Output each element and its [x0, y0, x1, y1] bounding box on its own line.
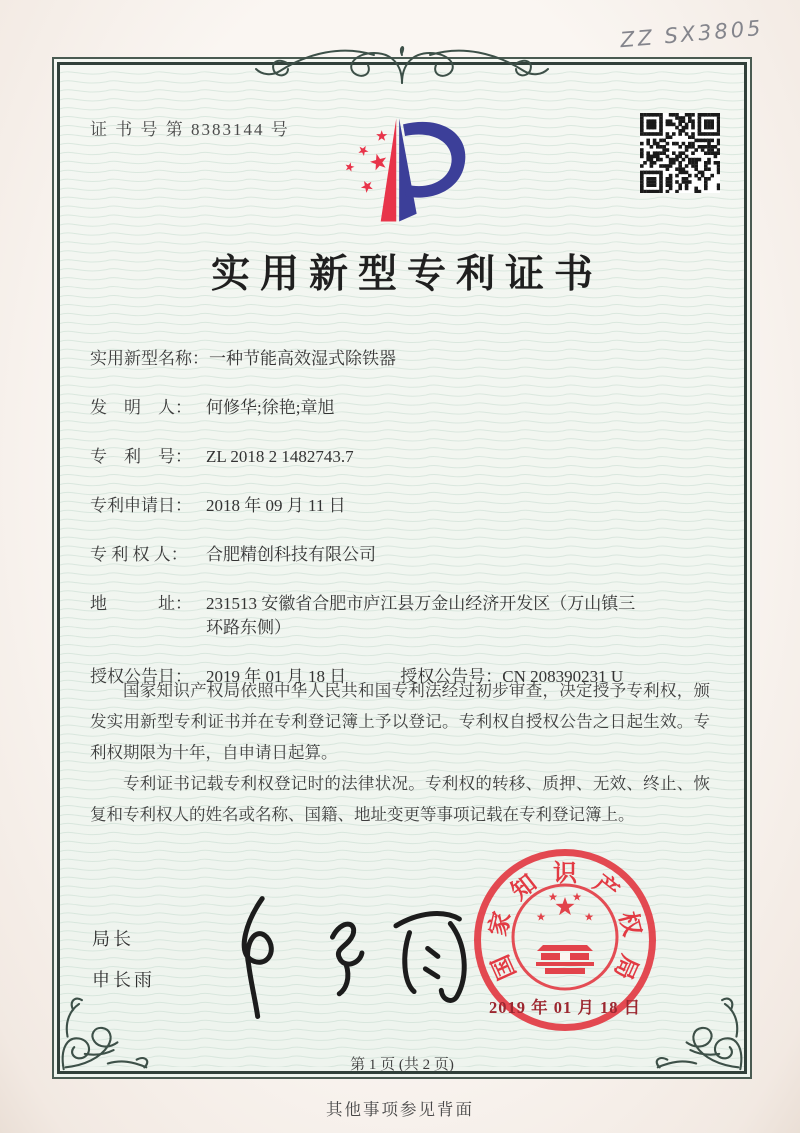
- cnipa-logo: [337, 109, 473, 233]
- field-label: 专利申请日：: [90, 496, 192, 515]
- field-value: 何修华;徐艳;章旭: [206, 398, 335, 417]
- field-value: ZL 2018 2 1482743.7: [206, 447, 354, 466]
- handwritten-signature: [192, 885, 482, 1021]
- field-label: 专 利 号：: [90, 447, 192, 466]
- legal-paragraph: 专利证书记载专利权登记时的法律状况。专利权的转移、质押、无效、终止、恢复和专利权人的姓名或名称、国籍、地址变更等事项记载在专利登记簿上。: [90, 774, 710, 824]
- legal-paragraph: 国家知识产权局依照中华人民共和国专利法经过初步审查，决定授予专利权，颁发实用新型专利证书并在专利登记簿上予以登记。专利权自授权公告之日起生效。专利权期限为十年，自申请日起算。: [90, 681, 710, 762]
- grant-number-value: CN 208390231 U: [502, 667, 624, 686]
- seal-character: 识: [553, 861, 577, 887]
- handwritten-note: ZZ SX3805: [619, 15, 765, 53]
- seal-character: 知: [506, 870, 542, 906]
- signer-name: 申长雨: [92, 970, 155, 990]
- field-value: 231513 安徽省合肥市庐江县万金山经济开发区（万山镇三环路东侧）: [206, 594, 636, 637]
- certificate-title: 实用新型专利证书: [210, 253, 603, 296]
- back-side-note: 其他事项参见背面: [326, 1100, 474, 1119]
- field-row: [90, 347, 716, 371]
- certificate-content: [54, 59, 750, 1077]
- legal-text: [90, 675, 710, 830]
- seal-character: 权: [613, 909, 645, 939]
- national-emblem-icon: [505, 877, 625, 997]
- field-label: 专 利 权 人：: [90, 545, 188, 564]
- field-row: [90, 592, 716, 640]
- field-row: [90, 445, 716, 469]
- field-list: [90, 347, 716, 689]
- signature-block: [92, 925, 155, 992]
- grant-number-label: 授权公告号：: [400, 667, 503, 686]
- seal-character: 国: [487, 950, 522, 984]
- official-seal: [470, 845, 660, 1035]
- seal-character: 产: [588, 870, 624, 906]
- grant-date-value: 2019 年 01 月 18 日: [206, 667, 347, 686]
- field-row: [90, 396, 716, 420]
- seal-character: 局: [608, 950, 643, 984]
- page-number: 第 1 页 (共 2 页): [350, 1057, 454, 1073]
- qr-code: [640, 113, 720, 193]
- signer-title: 局长: [92, 929, 134, 949]
- certificate-frame: [52, 57, 752, 1079]
- field-value: 2018 年 09 月 11 日: [206, 496, 346, 515]
- field-label: 实用新型名称：: [90, 349, 209, 368]
- grant-date-label: 授权公告日：: [90, 667, 192, 686]
- field-value: 一种节能高效湿式除铁器: [209, 349, 396, 368]
- field-label: 发 明 人：: [90, 398, 192, 417]
- field-label: 地 址：: [90, 594, 192, 613]
- logo-stars: [346, 130, 388, 193]
- certificate-number: 证 书 号 第 8383144 号: [90, 120, 290, 139]
- seal-date: 2019 年 01 月 18 日: [488, 998, 642, 1017]
- seal-character: 家: [485, 909, 517, 939]
- field-row: [90, 543, 716, 567]
- field-row: [90, 494, 716, 518]
- field-value: 合肥精创科技有限公司: [206, 545, 376, 564]
